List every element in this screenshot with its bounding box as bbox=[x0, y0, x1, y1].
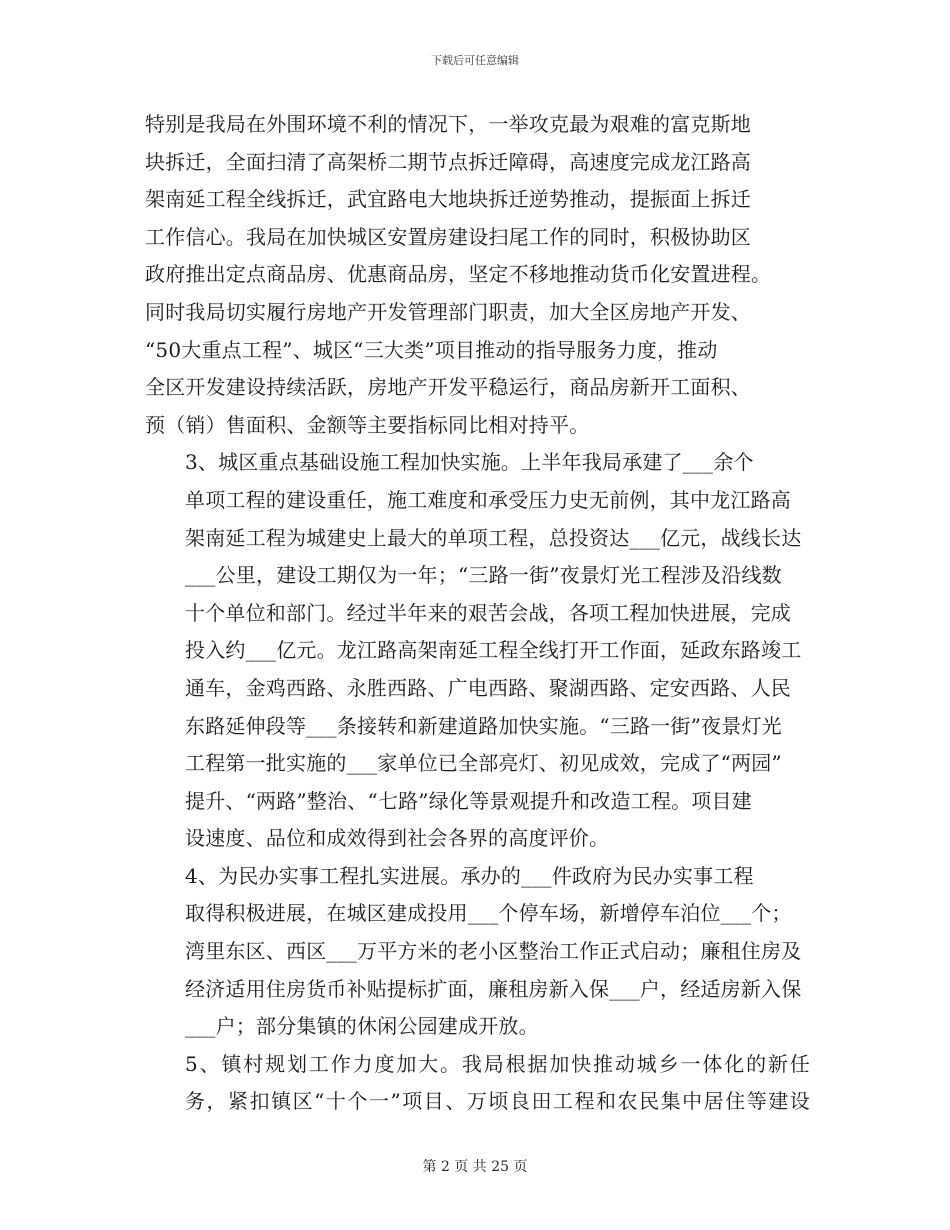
text-line: 4、为民办实事工程扎实进展。承办的___件政府为民办实事工程 bbox=[185, 863, 754, 888]
text-line: 经济适用住房货币补贴提标扩面，廉租房新入保___户，经适房新入保 bbox=[185, 976, 802, 1001]
page-number: 第 2 页 共 25 页 bbox=[422, 1159, 528, 1175]
document-body bbox=[145, 106, 810, 1121]
text-line: 政府推出定点商品房、优惠商品房，坚定不移地推动货币化安置进程。 bbox=[145, 262, 772, 287]
text-line: 通车，金鸡西路、永胜西路、广电西路、聚湖西路、定安西路、人民 bbox=[185, 675, 791, 700]
text-line: 设速度、品位和成效得到社会各界的高度评价。 bbox=[185, 826, 610, 851]
text-line: 块拆迁，全面扫清了高架桥二期节点拆迁障碍，高速度完成龙江路高 bbox=[145, 149, 751, 174]
text-line: 5、镇村规划工作力度加大。我局根据加快推动城乡一体化的新任 bbox=[185, 1051, 810, 1076]
text-line: ___公里，建设工期仅为一年；“三路一街”夜景灯光工程涉及沿线数 bbox=[185, 563, 782, 588]
text-line: 单项工程的建设重任，施工难度和承受压力史无前例，其中龙江路高 bbox=[185, 487, 791, 512]
text-line: 提升、“两路”整治、“七路”绿化等景观提升和改造工程。项目建 bbox=[185, 788, 752, 813]
paragraph-infrastructure bbox=[145, 444, 810, 858]
text-line: 全区开发建设持续活跃，房地产开发平稳运行，商品房新开工面积、 bbox=[145, 375, 751, 400]
text-line: 务，紧扣镇区“十个一”项目、万顷良田工程和农民集中居住等建设 bbox=[185, 1089, 810, 1114]
text-line: 架南延工程为城建史上最大的单项工程，总投资达___亿元，战线长达 bbox=[185, 525, 802, 550]
text-line: 工程第一批实施的___家单位已全部亮灯、初见成效，完成了“两园” bbox=[185, 751, 782, 776]
paragraph-town-planning bbox=[145, 1046, 810, 1121]
text-line: 工作信心。我局在加快城区安置房建设扫尾工作的同时，积极协助区 bbox=[145, 224, 751, 249]
text-line: 取得积极进展，在城区建成投用___个停车场，新增停车泊位___个； bbox=[185, 901, 792, 926]
text-line: 特别是我局在外围环境不利的情况下，一举攻克最为艰难的富克斯地 bbox=[145, 112, 751, 136]
text-line: 预（销）售面积、金额等主要指标同比相对持平。 bbox=[145, 412, 590, 437]
text-line: 架南延工程全线拆迁，武宜路电大地块拆迁逆势推动，提振面上拆迁 bbox=[145, 187, 751, 212]
text-line: 投入约___亿元。龙江路高架南延工程全线打开工作面，延政东路竣工 bbox=[185, 638, 802, 663]
text-line: 3、城区重点基础设施工程加快实施。上半年我局承建了___余个 bbox=[185, 450, 754, 475]
text-line: “50大重点工程”、城区“三大类”项目推动的指导服务力度，推动 bbox=[145, 337, 718, 362]
paragraph-livelihood-projects bbox=[145, 858, 810, 1046]
paragraph-demolition bbox=[145, 106, 810, 444]
text-line: 东路延伸段等___条接转和新建道路加快实施。“三路一街”夜景灯光 bbox=[185, 713, 782, 738]
text-line: 十个单位和部门。经过半年来的艰苦会战，各项工程加快进展，完成 bbox=[185, 600, 791, 625]
text-line: ___户；部分集镇的休闲公园建成开放。 bbox=[185, 1014, 539, 1039]
text-line: 同时我局切实履行房地产开发管理部门职责，加大全区房地产开发、 bbox=[145, 299, 751, 324]
page-header-note: 下载后可任意编辑 bbox=[431, 54, 519, 67]
text-line: 湾里东区、西区___万平方米的老小区整治工作正式启动；廉租住房及 bbox=[185, 939, 802, 964]
